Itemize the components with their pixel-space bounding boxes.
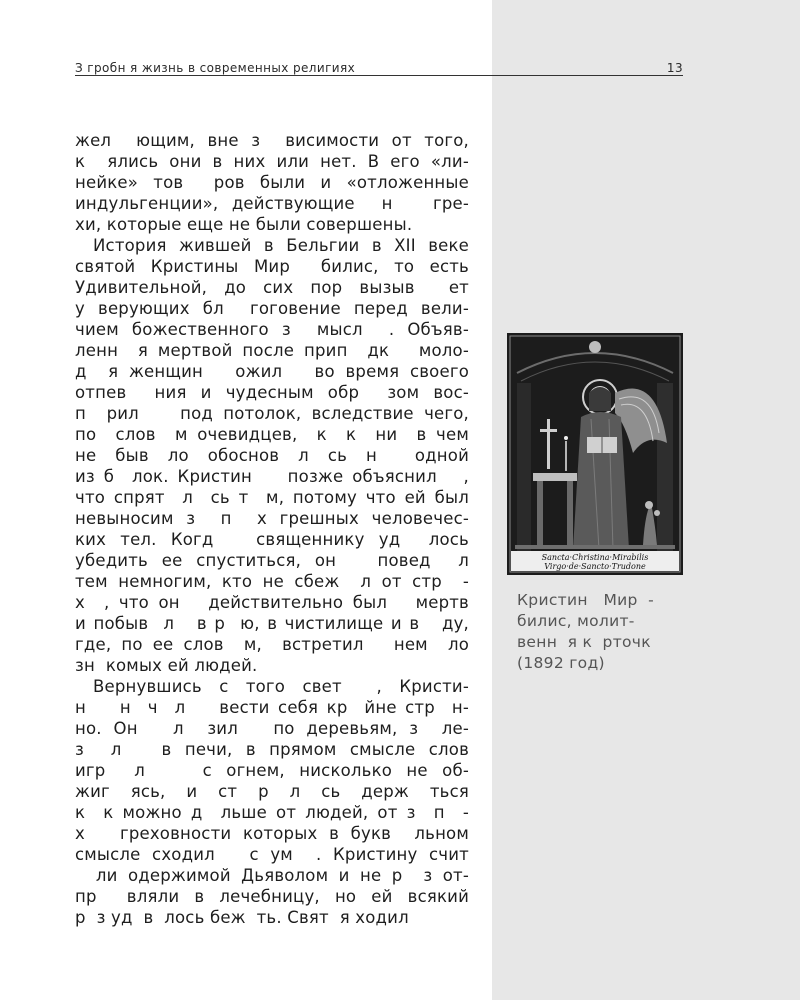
page-number: 13 [666,61,683,75]
text-line: д я женщин ожил во время своего [75,362,469,381]
text-line: по слов м очевидцев, к к ни в чем [75,425,469,444]
text-line: отпев ния и чудесным обр зом вос- [75,383,469,402]
prayer-card-image [507,333,683,575]
text-line: смысле сходил с ум . Кристину счит [75,845,469,864]
text-line: невыносим з п х грешных человечес- [75,509,469,528]
text-line: Удивительной, до сих пор вызыв ет [75,278,469,297]
text-line: индульгенции», действующие н гре- [75,194,469,213]
text-line: з л в печи, в прямом смысле слов [75,740,469,759]
caption-line: Кристин Мир - [517,591,654,609]
running-header [75,61,683,75]
text-line: ких тел. Когд священнику уд лось [75,530,469,549]
saint-engraving [507,333,683,575]
text-line: что спрят л сь т м, потому что ей был [75,488,469,507]
text-line: жел ющим, вне з висимости от того, [75,131,469,150]
header-rule [75,75,683,76]
text-line: зн комых ей людей. [75,656,258,675]
figure-caption [517,590,687,674]
text-line: не быв ло обоснов л сь н одной [75,446,469,465]
text-line: н н ч л вести себя кр йне стр н- [75,698,469,717]
text-line: ленн я мертвой после прип дк моло- [75,341,469,360]
text-line: святой Кристины Мир билис, то есть [75,257,469,276]
text-line: ли одержимой Дьяволом и не р з от- [75,866,469,885]
text-line: нейке» тов ров были и «отложенные [75,173,469,192]
inscription-line-2: Virgo·de·Sancto·Trudone [544,562,646,571]
text-line: но. Он л зил по деревьям, з ле- [75,719,469,738]
text-line: пр вляли в лечебницу, но ей всякий [75,887,469,906]
inscription-line-1: Sancta·Christina·Mirabilis [541,553,649,562]
running-title: З гробн я жизнь в современных религиях [75,61,356,75]
caption-line: билис, молит- [517,612,635,630]
text-line: тем немногим, кто не сбеж л от стр - [75,572,469,591]
text-line: убедить ее спуститься, он повед л [75,551,469,570]
text-line: у верующих бл гоговение перед вели- [75,299,469,318]
text-line: игр л с огнем, нисколько не об- [75,761,469,780]
text-line: хи, которые еще не были совершены. [75,215,413,234]
text-line: История жившей в Бельгии в XII веке [93,236,469,255]
text-line: жиг ясь, и ст р л сь держ ться [75,782,469,801]
body-text [75,130,469,928]
text-line: к ялись они в них или нет. В его «ли- [75,152,469,171]
caption-line: (1892 год) [517,654,605,672]
text-line: р з уд в лось беж ть. Свят я ходил [75,908,409,927]
text-line: где, по ее слов м, встретил нем ло [75,635,469,654]
text-line: к к можно д льше от людей, от з п - [75,803,469,822]
text-line: чием божественного з мысл . Объяв- [75,320,469,339]
text-line: х , что он действительно был мертв [75,593,469,612]
text-line: Вернувшись с того свет , Кристи- [93,677,469,696]
text-line: и побыв л в р ю, в чистилище и в ду, [75,614,469,633]
text-line: п рил под потолок, вследствие чего, [75,404,469,423]
text-line: х греховности которых в букв льном [75,824,469,843]
text-line: из б лок. Кристин позже объяснил , [75,467,469,486]
caption-line: венн я к рточк [517,633,651,651]
